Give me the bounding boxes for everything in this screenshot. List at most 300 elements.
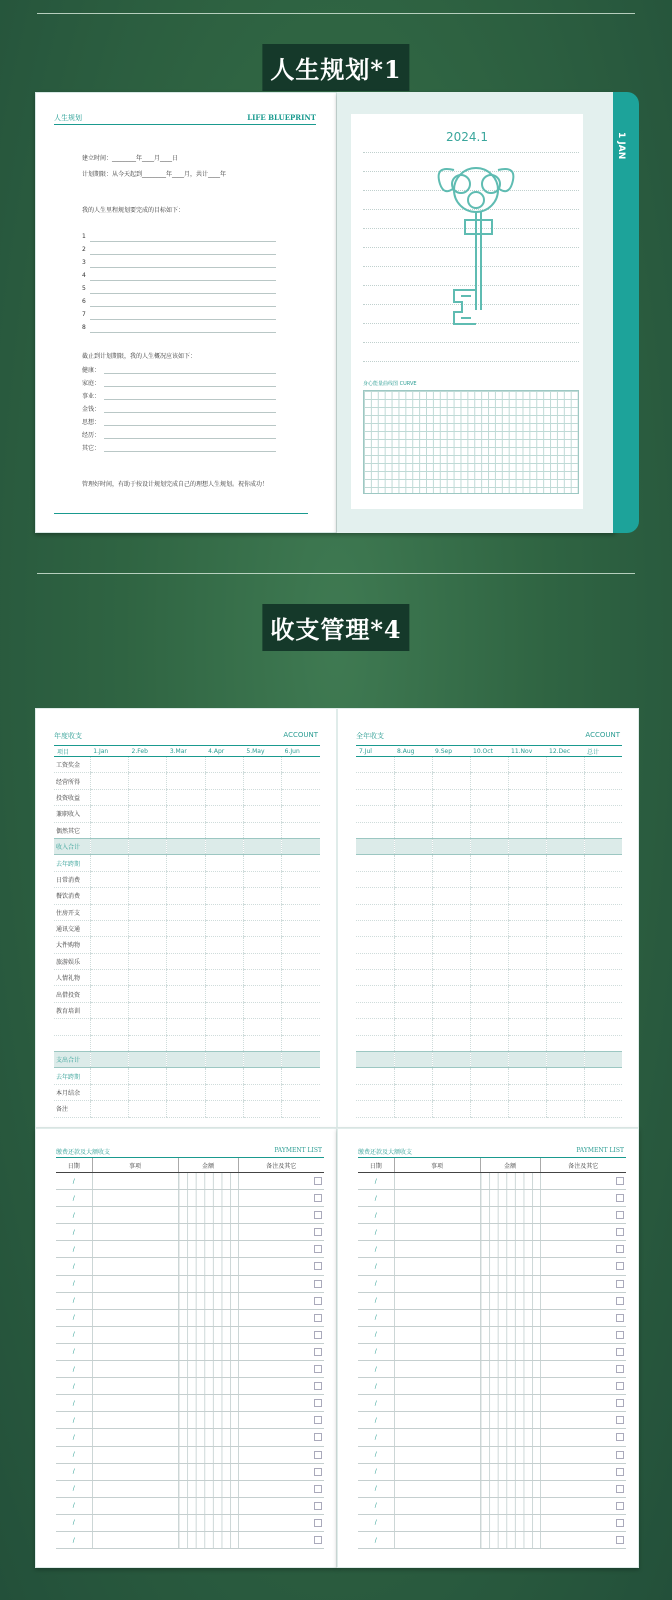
amount-cell[interactable] xyxy=(167,953,205,969)
amount-cell[interactable] xyxy=(129,1101,167,1117)
checkbox[interactable] xyxy=(314,1245,322,1253)
note-cell[interactable] xyxy=(540,1190,626,1207)
date-cell[interactable]: / xyxy=(56,1292,92,1309)
amount-cell[interactable] xyxy=(584,986,622,1002)
date-cell[interactable]: / xyxy=(358,1275,394,1292)
note-cell[interactable] xyxy=(238,1480,324,1497)
date-cell[interactable]: / xyxy=(358,1309,394,1326)
amount-cell[interactable] xyxy=(205,920,243,936)
item-cell[interactable] xyxy=(394,1446,480,1463)
amount-cell[interactable] xyxy=(90,1084,128,1100)
checkbox[interactable] xyxy=(314,1468,322,1476)
checkbox[interactable] xyxy=(616,1245,624,1253)
amount-cell[interactable] xyxy=(129,970,167,986)
amount-cell[interactable] xyxy=(508,855,546,871)
amount-cell[interactable] xyxy=(584,1084,622,1100)
amount-cell[interactable] xyxy=(356,970,394,986)
item-cell[interactable] xyxy=(394,1190,480,1207)
amount-cell[interactable] xyxy=(394,789,432,805)
amount-cell[interactable] xyxy=(584,838,622,854)
date-cell[interactable]: / xyxy=(56,1514,92,1531)
amount-cell[interactable] xyxy=(167,1035,205,1051)
note-cell[interactable] xyxy=(238,1292,324,1309)
amount-cell[interactable] xyxy=(205,806,243,822)
amount-cell[interactable] xyxy=(394,920,432,936)
goal-line[interactable] xyxy=(90,306,276,307)
amount-cell[interactable] xyxy=(90,871,128,887)
amount-cell[interactable] xyxy=(546,1019,584,1035)
amount-cell[interactable] xyxy=(178,1224,238,1241)
amount-cell[interactable] xyxy=(243,986,281,1002)
date-cell[interactable]: / xyxy=(56,1429,92,1446)
item-cell[interactable] xyxy=(394,1224,480,1241)
amount-cell[interactable] xyxy=(90,888,128,904)
note-cell[interactable] xyxy=(238,1446,324,1463)
date-cell[interactable]: / xyxy=(56,1343,92,1360)
amount-cell[interactable] xyxy=(129,1052,167,1068)
amount-cell[interactable] xyxy=(432,773,470,789)
checkbox[interactable] xyxy=(314,1280,322,1288)
amount-cell[interactable] xyxy=(584,773,622,789)
amount-cell[interactable] xyxy=(546,1035,584,1051)
amount-cell[interactable] xyxy=(178,1497,238,1514)
date-cell[interactable]: / xyxy=(358,1378,394,1395)
checkbox[interactable] xyxy=(616,1177,624,1185)
date-cell[interactable]: / xyxy=(56,1531,92,1548)
amount-cell[interactable] xyxy=(356,806,394,822)
amount-cell[interactable] xyxy=(480,1361,540,1378)
amount-cell[interactable] xyxy=(356,1068,394,1084)
date-cell[interactable]: / xyxy=(358,1343,394,1360)
checkbox[interactable] xyxy=(616,1519,624,1527)
date-cell[interactable]: / xyxy=(358,1241,394,1258)
amount-cell[interactable] xyxy=(90,1052,128,1068)
amount-cell[interactable] xyxy=(480,1190,540,1207)
amount-cell[interactable] xyxy=(394,838,432,854)
amount-cell[interactable] xyxy=(480,1173,540,1190)
amount-cell[interactable] xyxy=(205,1002,243,1018)
amount-cell[interactable] xyxy=(205,937,243,953)
amount-cell[interactable] xyxy=(394,806,432,822)
checkbox[interactable] xyxy=(616,1314,624,1322)
status-line[interactable] xyxy=(104,438,276,439)
amount-cell[interactable] xyxy=(243,871,281,887)
checkbox[interactable] xyxy=(616,1485,624,1493)
amount-cell[interactable] xyxy=(167,757,205,773)
amount-cell[interactable] xyxy=(480,1395,540,1412)
note-cell[interactable] xyxy=(238,1343,324,1360)
note-cell[interactable] xyxy=(238,1463,324,1480)
note-cell[interactable] xyxy=(540,1395,626,1412)
amount-cell[interactable] xyxy=(178,1378,238,1395)
amount-cell[interactable] xyxy=(584,953,622,969)
item-cell[interactable] xyxy=(92,1292,178,1309)
amount-cell[interactable] xyxy=(178,1190,238,1207)
amount-cell[interactable] xyxy=(282,986,320,1002)
amount-cell[interactable] xyxy=(205,888,243,904)
checkbox[interactable] xyxy=(314,1331,322,1339)
amount-cell[interactable] xyxy=(243,757,281,773)
date-cell[interactable]: / xyxy=(358,1429,394,1446)
amount-cell[interactable] xyxy=(508,1101,546,1117)
amount-cell[interactable] xyxy=(470,773,508,789)
amount-cell[interactable] xyxy=(394,757,432,773)
item-cell[interactable] xyxy=(92,1258,178,1275)
amount-cell[interactable] xyxy=(129,1035,167,1051)
note-cell[interactable] xyxy=(540,1497,626,1514)
note-cell[interactable] xyxy=(238,1378,324,1395)
amount-cell[interactable] xyxy=(243,1052,281,1068)
item-cell[interactable] xyxy=(394,1395,480,1412)
amount-cell[interactable] xyxy=(480,1412,540,1429)
amount-cell[interactable] xyxy=(356,773,394,789)
amount-cell[interactable] xyxy=(167,1084,205,1100)
amount-cell[interactable] xyxy=(129,953,167,969)
amount-cell[interactable] xyxy=(167,871,205,887)
checkbox[interactable] xyxy=(314,1485,322,1493)
item-cell[interactable] xyxy=(92,1395,178,1412)
amount-cell[interactable] xyxy=(167,937,205,953)
checkbox[interactable] xyxy=(314,1382,322,1390)
item-cell[interactable] xyxy=(394,1531,480,1548)
goal-line[interactable] xyxy=(90,293,276,294)
note-cell[interactable] xyxy=(238,1514,324,1531)
note-cell[interactable] xyxy=(540,1361,626,1378)
note-cell[interactable] xyxy=(238,1326,324,1343)
amount-cell[interactable] xyxy=(282,1101,320,1117)
amount-cell[interactable] xyxy=(394,773,432,789)
amount-cell[interactable] xyxy=(432,757,470,773)
checkbox[interactable] xyxy=(616,1433,624,1441)
amount-cell[interactable] xyxy=(243,838,281,854)
note-cell[interactable] xyxy=(238,1429,324,1446)
amount-cell[interactable] xyxy=(432,920,470,936)
item-cell[interactable] xyxy=(92,1241,178,1258)
amount-cell[interactable] xyxy=(508,838,546,854)
amount-cell[interactable] xyxy=(508,904,546,920)
amount-cell[interactable] xyxy=(432,1052,470,1068)
amount-cell[interactable] xyxy=(167,1101,205,1117)
item-cell[interactable] xyxy=(394,1429,480,1446)
amount-cell[interactable] xyxy=(129,838,167,854)
amount-cell[interactable] xyxy=(470,1052,508,1068)
item-cell[interactable] xyxy=(92,1275,178,1292)
checkbox[interactable] xyxy=(616,1211,624,1219)
amount-cell[interactable] xyxy=(282,789,320,805)
item-cell[interactable] xyxy=(92,1497,178,1514)
amount-cell[interactable] xyxy=(243,937,281,953)
note-cell[interactable] xyxy=(540,1258,626,1275)
checkbox[interactable] xyxy=(616,1468,624,1476)
date-cell[interactable]: / xyxy=(56,1463,92,1480)
amount-cell[interactable] xyxy=(167,855,205,871)
amount-cell[interactable] xyxy=(584,871,622,887)
amount-cell[interactable] xyxy=(356,855,394,871)
amount-cell[interactable] xyxy=(205,1052,243,1068)
checkbox[interactable] xyxy=(314,1399,322,1407)
amount-cell[interactable] xyxy=(356,789,394,805)
amount-cell[interactable] xyxy=(508,1084,546,1100)
note-cell[interactable] xyxy=(238,1361,324,1378)
checkbox[interactable] xyxy=(616,1536,624,1544)
amount-cell[interactable] xyxy=(129,871,167,887)
note-cell[interactable] xyxy=(238,1412,324,1429)
amount-cell[interactable] xyxy=(470,1035,508,1051)
amount-cell[interactable] xyxy=(394,953,432,969)
amount-cell[interactable] xyxy=(394,1101,432,1117)
checkbox[interactable] xyxy=(314,1365,322,1373)
date-cell[interactable]: / xyxy=(56,1480,92,1497)
amount-cell[interactable] xyxy=(178,1531,238,1548)
note-cell[interactable] xyxy=(540,1207,626,1224)
amount-cell[interactable] xyxy=(546,937,584,953)
amount-cell[interactable] xyxy=(394,1035,432,1051)
amount-cell[interactable] xyxy=(282,1035,320,1051)
checkbox[interactable] xyxy=(314,1314,322,1322)
amount-cell[interactable] xyxy=(90,789,128,805)
amount-cell[interactable] xyxy=(282,806,320,822)
note-cell[interactable] xyxy=(540,1343,626,1360)
checkbox[interactable] xyxy=(616,1280,624,1288)
amount-cell[interactable] xyxy=(508,986,546,1002)
note-cell[interactable] xyxy=(238,1207,324,1224)
amount-cell[interactable] xyxy=(470,871,508,887)
item-cell[interactable] xyxy=(394,1412,480,1429)
note-cell[interactable] xyxy=(540,1480,626,1497)
amount-cell[interactable] xyxy=(90,1019,128,1035)
item-cell[interactable] xyxy=(92,1190,178,1207)
amount-cell[interactable] xyxy=(282,888,320,904)
amount-cell[interactable] xyxy=(90,773,128,789)
amount-cell[interactable] xyxy=(394,1019,432,1035)
amount-cell[interactable] xyxy=(432,937,470,953)
amount-cell[interactable] xyxy=(508,953,546,969)
amount-cell[interactable] xyxy=(167,970,205,986)
amount-cell[interactable] xyxy=(356,937,394,953)
checkbox[interactable] xyxy=(314,1519,322,1527)
amount-cell[interactable] xyxy=(178,1309,238,1326)
amount-cell[interactable] xyxy=(356,1002,394,1018)
date-cell[interactable]: / xyxy=(56,1309,92,1326)
amount-cell[interactable] xyxy=(432,904,470,920)
checkbox[interactable] xyxy=(616,1228,624,1236)
item-cell[interactable] xyxy=(394,1378,480,1395)
date-cell[interactable]: / xyxy=(56,1241,92,1258)
checkbox[interactable] xyxy=(314,1228,322,1236)
amount-cell[interactable] xyxy=(508,871,546,887)
amount-cell[interactable] xyxy=(546,789,584,805)
amount-cell[interactable] xyxy=(508,1002,546,1018)
amount-cell[interactable] xyxy=(508,1019,546,1035)
checkbox[interactable] xyxy=(616,1262,624,1270)
amount-cell[interactable] xyxy=(178,1275,238,1292)
date-cell[interactable]: / xyxy=(358,1224,394,1241)
amount-cell[interactable] xyxy=(356,1019,394,1035)
date-cell[interactable]: / xyxy=(358,1207,394,1224)
amount-cell[interactable] xyxy=(243,888,281,904)
amount-cell[interactable] xyxy=(243,1035,281,1051)
note-cell[interactable] xyxy=(238,1395,324,1412)
amount-cell[interactable] xyxy=(394,937,432,953)
amount-cell[interactable] xyxy=(178,1361,238,1378)
amount-cell[interactable] xyxy=(282,904,320,920)
item-cell[interactable] xyxy=(394,1480,480,1497)
amount-cell[interactable] xyxy=(205,855,243,871)
amount-cell[interactable] xyxy=(90,838,128,854)
amount-cell[interactable] xyxy=(90,970,128,986)
date-cell[interactable]: / xyxy=(358,1395,394,1412)
amount-cell[interactable] xyxy=(584,1035,622,1051)
amount-cell[interactable] xyxy=(178,1395,238,1412)
item-cell[interactable] xyxy=(92,1173,178,1190)
amount-cell[interactable] xyxy=(584,970,622,986)
amount-cell[interactable] xyxy=(282,773,320,789)
amount-cell[interactable] xyxy=(90,937,128,953)
amount-cell[interactable] xyxy=(546,757,584,773)
amount-cell[interactable] xyxy=(394,822,432,838)
date-cell[interactable]: / xyxy=(358,1258,394,1275)
date-cell[interactable]: / xyxy=(358,1190,394,1207)
amount-cell[interactable] xyxy=(432,1068,470,1084)
amount-cell[interactable] xyxy=(356,838,394,854)
checkbox[interactable] xyxy=(616,1382,624,1390)
note-cell[interactable] xyxy=(540,1241,626,1258)
amount-cell[interactable] xyxy=(129,937,167,953)
amount-cell[interactable] xyxy=(432,838,470,854)
amount-cell[interactable] xyxy=(178,1412,238,1429)
date-cell[interactable]: / xyxy=(56,1275,92,1292)
amount-cell[interactable] xyxy=(480,1429,540,1446)
amount-cell[interactable] xyxy=(90,1101,128,1117)
amount-cell[interactable] xyxy=(480,1309,540,1326)
note-cell[interactable] xyxy=(238,1173,324,1190)
amount-cell[interactable] xyxy=(205,822,243,838)
date-cell[interactable]: / xyxy=(358,1463,394,1480)
note-cell[interactable] xyxy=(540,1531,626,1548)
checkbox[interactable] xyxy=(616,1502,624,1510)
amount-cell[interactable] xyxy=(282,855,320,871)
item-cell[interactable] xyxy=(92,1207,178,1224)
amount-cell[interactable] xyxy=(167,822,205,838)
amount-cell[interactable] xyxy=(508,1068,546,1084)
amount-cell[interactable] xyxy=(356,871,394,887)
amount-cell[interactable] xyxy=(546,904,584,920)
amount-cell[interactable] xyxy=(356,986,394,1002)
amount-cell[interactable] xyxy=(129,789,167,805)
note-cell[interactable] xyxy=(238,1309,324,1326)
date-cell[interactable]: / xyxy=(358,1497,394,1514)
amount-cell[interactable] xyxy=(243,789,281,805)
amount-cell[interactable] xyxy=(470,789,508,805)
checkbox[interactable] xyxy=(314,1262,322,1270)
checkbox[interactable] xyxy=(616,1331,624,1339)
date-cell[interactable]: / xyxy=(56,1412,92,1429)
amount-cell[interactable] xyxy=(178,1514,238,1531)
amount-cell[interactable] xyxy=(90,1035,128,1051)
date-cell[interactable]: / xyxy=(358,1326,394,1343)
amount-cell[interactable] xyxy=(129,986,167,1002)
amount-cell[interactable] xyxy=(282,953,320,969)
amount-cell[interactable] xyxy=(282,970,320,986)
item-cell[interactable] xyxy=(394,1173,480,1190)
amount-cell[interactable] xyxy=(178,1343,238,1360)
date-cell[interactable]: / xyxy=(358,1514,394,1531)
amount-cell[interactable] xyxy=(356,953,394,969)
amount-cell[interactable] xyxy=(394,1002,432,1018)
amount-cell[interactable] xyxy=(508,937,546,953)
amount-cell[interactable] xyxy=(167,986,205,1002)
amount-cell[interactable] xyxy=(508,822,546,838)
amount-cell[interactable] xyxy=(546,1052,584,1068)
amount-cell[interactable] xyxy=(470,953,508,969)
item-cell[interactable] xyxy=(394,1241,480,1258)
amount-cell[interactable] xyxy=(470,937,508,953)
amount-cell[interactable] xyxy=(129,888,167,904)
item-cell[interactable] xyxy=(394,1275,480,1292)
amount-cell[interactable] xyxy=(205,1068,243,1084)
amount-cell[interactable] xyxy=(546,986,584,1002)
amount-cell[interactable] xyxy=(178,1463,238,1480)
amount-cell[interactable] xyxy=(243,822,281,838)
item-cell[interactable] xyxy=(92,1378,178,1395)
amount-cell[interactable] xyxy=(508,757,546,773)
amount-cell[interactable] xyxy=(356,1052,394,1068)
amount-cell[interactable] xyxy=(129,822,167,838)
amount-cell[interactable] xyxy=(394,904,432,920)
amount-cell[interactable] xyxy=(470,1101,508,1117)
checkbox[interactable] xyxy=(616,1416,624,1424)
amount-cell[interactable] xyxy=(546,855,584,871)
checkbox[interactable] xyxy=(314,1536,322,1544)
amount-cell[interactable] xyxy=(584,904,622,920)
amount-cell[interactable] xyxy=(243,806,281,822)
amount-cell[interactable] xyxy=(205,871,243,887)
item-cell[interactable] xyxy=(394,1514,480,1531)
date-cell[interactable]: / xyxy=(56,1395,92,1412)
amount-cell[interactable] xyxy=(205,970,243,986)
amount-cell[interactable] xyxy=(432,855,470,871)
amount-cell[interactable] xyxy=(432,888,470,904)
goal-line[interactable] xyxy=(90,332,276,333)
note-cell[interactable] xyxy=(238,1258,324,1275)
amount-cell[interactable] xyxy=(243,970,281,986)
amount-cell[interactable] xyxy=(129,920,167,936)
amount-cell[interactable] xyxy=(432,822,470,838)
amount-cell[interactable] xyxy=(470,1019,508,1035)
amount-cell[interactable] xyxy=(394,986,432,1002)
note-cell[interactable] xyxy=(540,1326,626,1343)
item-cell[interactable] xyxy=(92,1326,178,1343)
amount-cell[interactable] xyxy=(167,1052,205,1068)
amount-cell[interactable] xyxy=(470,920,508,936)
amount-cell[interactable] xyxy=(129,1068,167,1084)
amount-cell[interactable] xyxy=(394,970,432,986)
item-cell[interactable] xyxy=(394,1343,480,1360)
date-cell[interactable]: / xyxy=(358,1412,394,1429)
item-cell[interactable] xyxy=(92,1463,178,1480)
amount-cell[interactable] xyxy=(243,1068,281,1084)
item-cell[interactable] xyxy=(394,1497,480,1514)
amount-cell[interactable] xyxy=(90,1002,128,1018)
amount-cell[interactable] xyxy=(480,1224,540,1241)
amount-cell[interactable] xyxy=(584,822,622,838)
date-cell[interactable]: / xyxy=(358,1361,394,1378)
status-line[interactable] xyxy=(104,399,276,400)
amount-cell[interactable] xyxy=(205,904,243,920)
goal-line[interactable] xyxy=(90,254,276,255)
amount-cell[interactable] xyxy=(167,773,205,789)
amount-cell[interactable] xyxy=(356,888,394,904)
